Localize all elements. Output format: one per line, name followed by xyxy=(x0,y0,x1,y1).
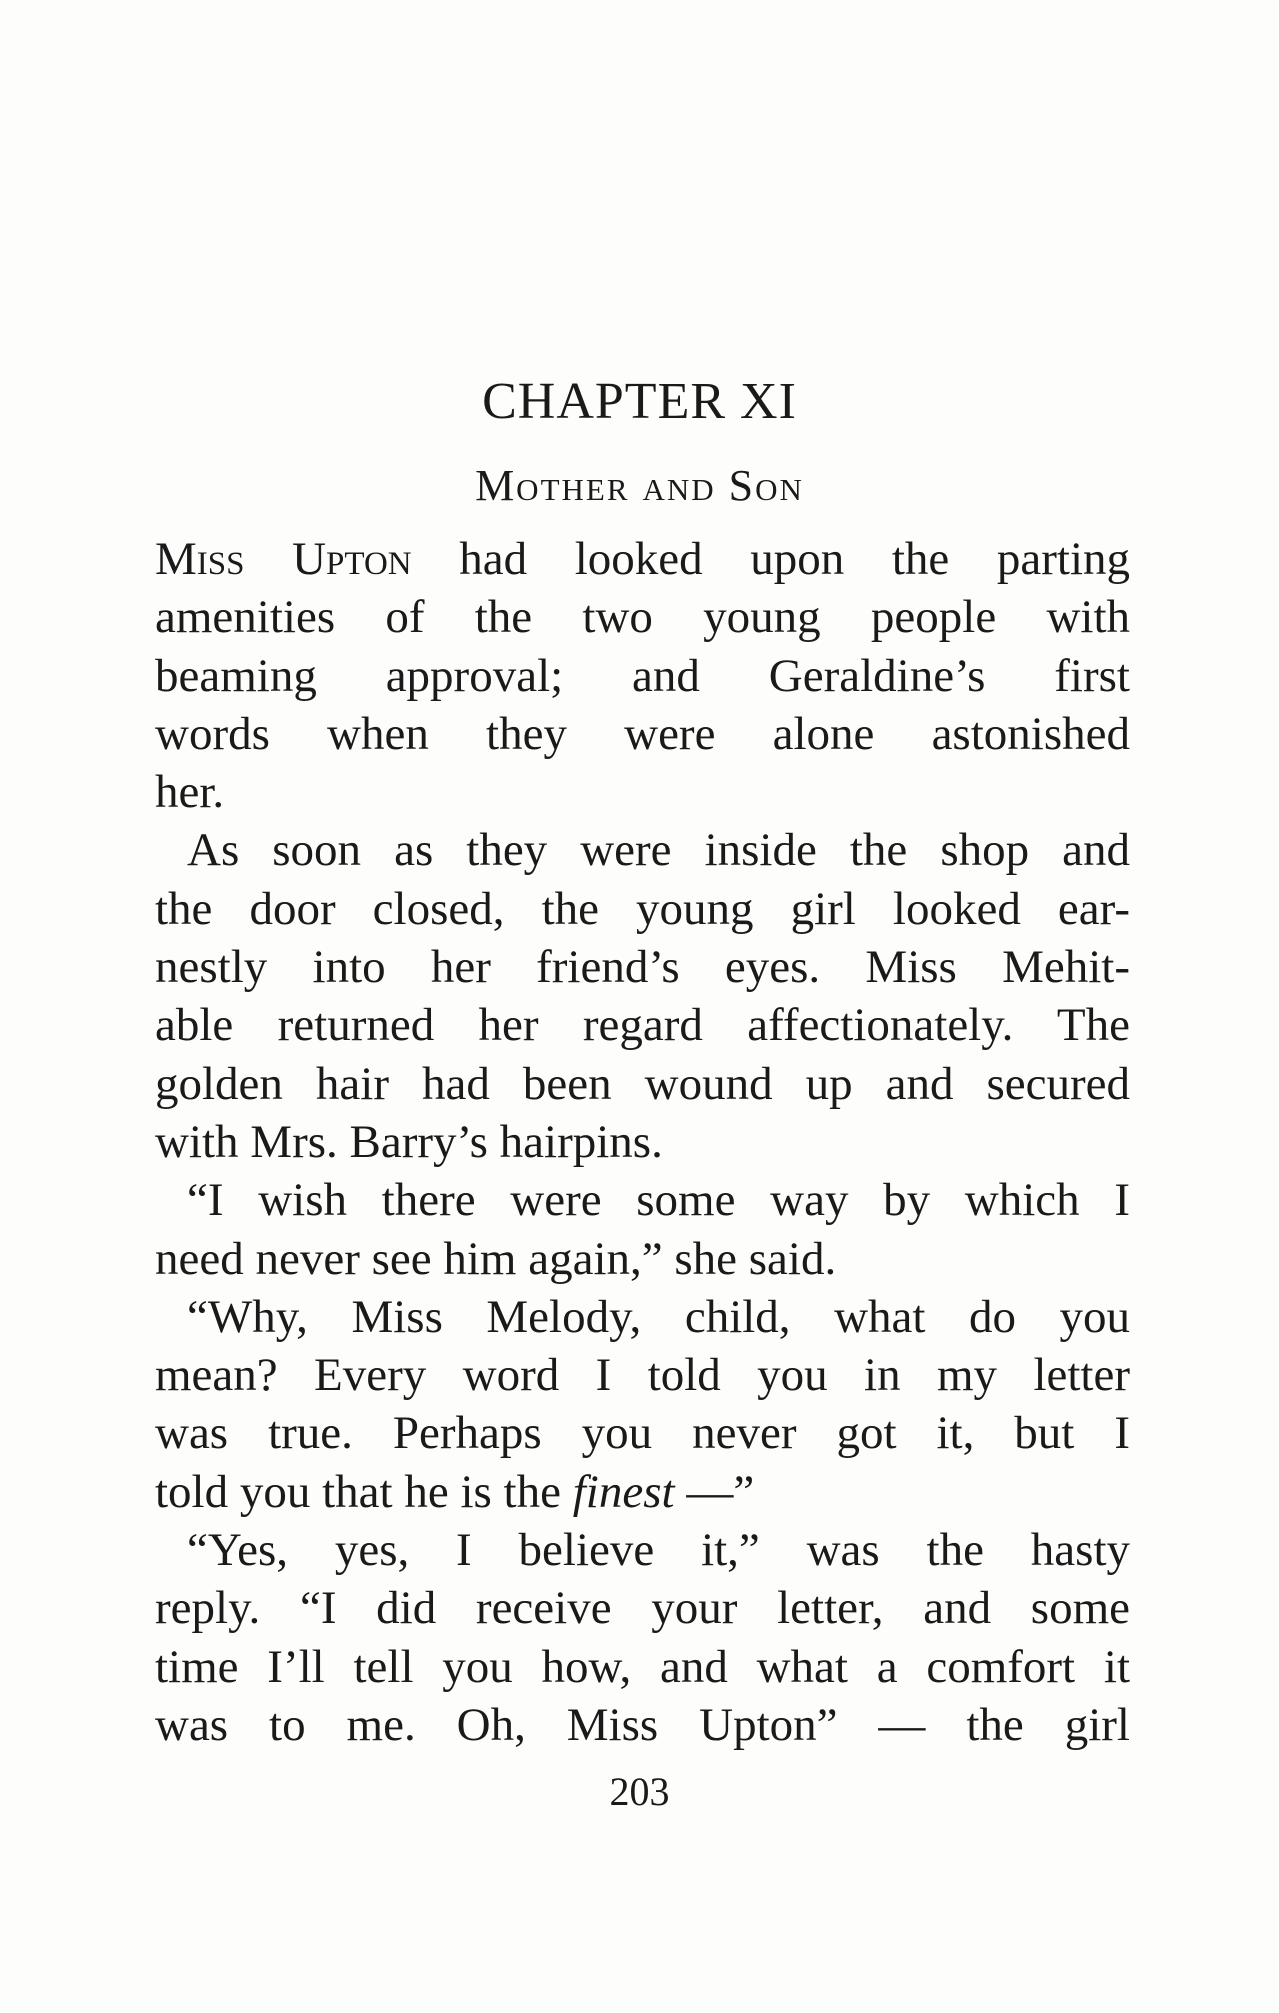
paragraph xyxy=(155,1171,1130,1288)
text-run: nestly into her friend’s eyes. Miss Mehit- xyxy=(155,941,1130,994)
text-run: able returned her regard affectionately. The xyxy=(155,999,1130,1052)
text-run: was to me. Oh, Miss Upton” — the girl xyxy=(155,1698,1130,1751)
text-line xyxy=(155,1230,1130,1288)
text-run: words when they were alone astonished xyxy=(155,707,1130,760)
paragraph xyxy=(155,530,1130,821)
text-run: her. xyxy=(155,766,225,819)
text-line xyxy=(155,588,1130,646)
text-run: the door closed, the young girl looked ear- xyxy=(155,882,1130,935)
text-line xyxy=(155,1113,1130,1171)
text-line xyxy=(155,880,1130,938)
text-line xyxy=(155,996,1130,1054)
text-run: mean? Every word I told you in my letter xyxy=(155,1349,1130,1402)
text-line xyxy=(155,1638,1130,1696)
chapter-title: Mother and Son xyxy=(475,461,804,510)
text-line xyxy=(155,1055,1130,1113)
text-line xyxy=(155,938,1130,996)
text-line xyxy=(155,1288,1130,1346)
text-run: As soon as they were inside the shop and xyxy=(187,824,1130,877)
text-run: “I wish there were some way by which I xyxy=(187,1174,1130,1227)
text-line xyxy=(155,821,1130,879)
text-run: golden hair had been wound up and secured xyxy=(155,1057,1130,1110)
text-line xyxy=(155,1346,1130,1404)
text-run: “Why, Miss Melody, child, what do you xyxy=(187,1290,1130,1343)
text-line xyxy=(155,1696,1130,1754)
text-run: —” xyxy=(674,1465,755,1518)
body-text xyxy=(155,530,1130,1754)
text-line xyxy=(155,705,1130,763)
text-run: Miss Upton xyxy=(155,533,412,585)
text-line xyxy=(155,647,1130,705)
text-line xyxy=(155,1521,1130,1579)
text-run: “Yes, yes, I believe it,” was the hasty xyxy=(187,1524,1130,1577)
text-run: finest xyxy=(572,1465,675,1518)
text-line xyxy=(155,1579,1130,1637)
text-run: told you that he is the xyxy=(155,1465,573,1518)
text-run: time I’ll tell you how, and what a comfort it xyxy=(155,1640,1130,1693)
chapter-heading: CHAPTER XI xyxy=(482,373,797,430)
paragraph xyxy=(155,1288,1130,1521)
text-line xyxy=(155,763,1130,821)
text-run: was true. Perhaps you never got it, but I xyxy=(155,1407,1130,1460)
paragraph xyxy=(155,1521,1130,1754)
text-line xyxy=(155,1404,1130,1462)
text-run: beaming approval; and Geraldine’s first xyxy=(155,649,1130,702)
text-line xyxy=(155,530,1130,588)
text-run: had looked upon the parting xyxy=(411,533,1130,585)
text-line xyxy=(155,1463,1130,1521)
text-run: amenities of the two young people with xyxy=(155,591,1130,644)
text-line xyxy=(155,1171,1130,1229)
text-run: need never see him again,” she said. xyxy=(155,1232,837,1285)
page-number: 203 xyxy=(609,1769,670,1814)
text-run: with Mrs. Barry’s hairpins. xyxy=(155,1115,663,1168)
text-run: reply. “I did receive your letter, and some xyxy=(155,1582,1130,1635)
paragraph xyxy=(155,821,1130,1171)
